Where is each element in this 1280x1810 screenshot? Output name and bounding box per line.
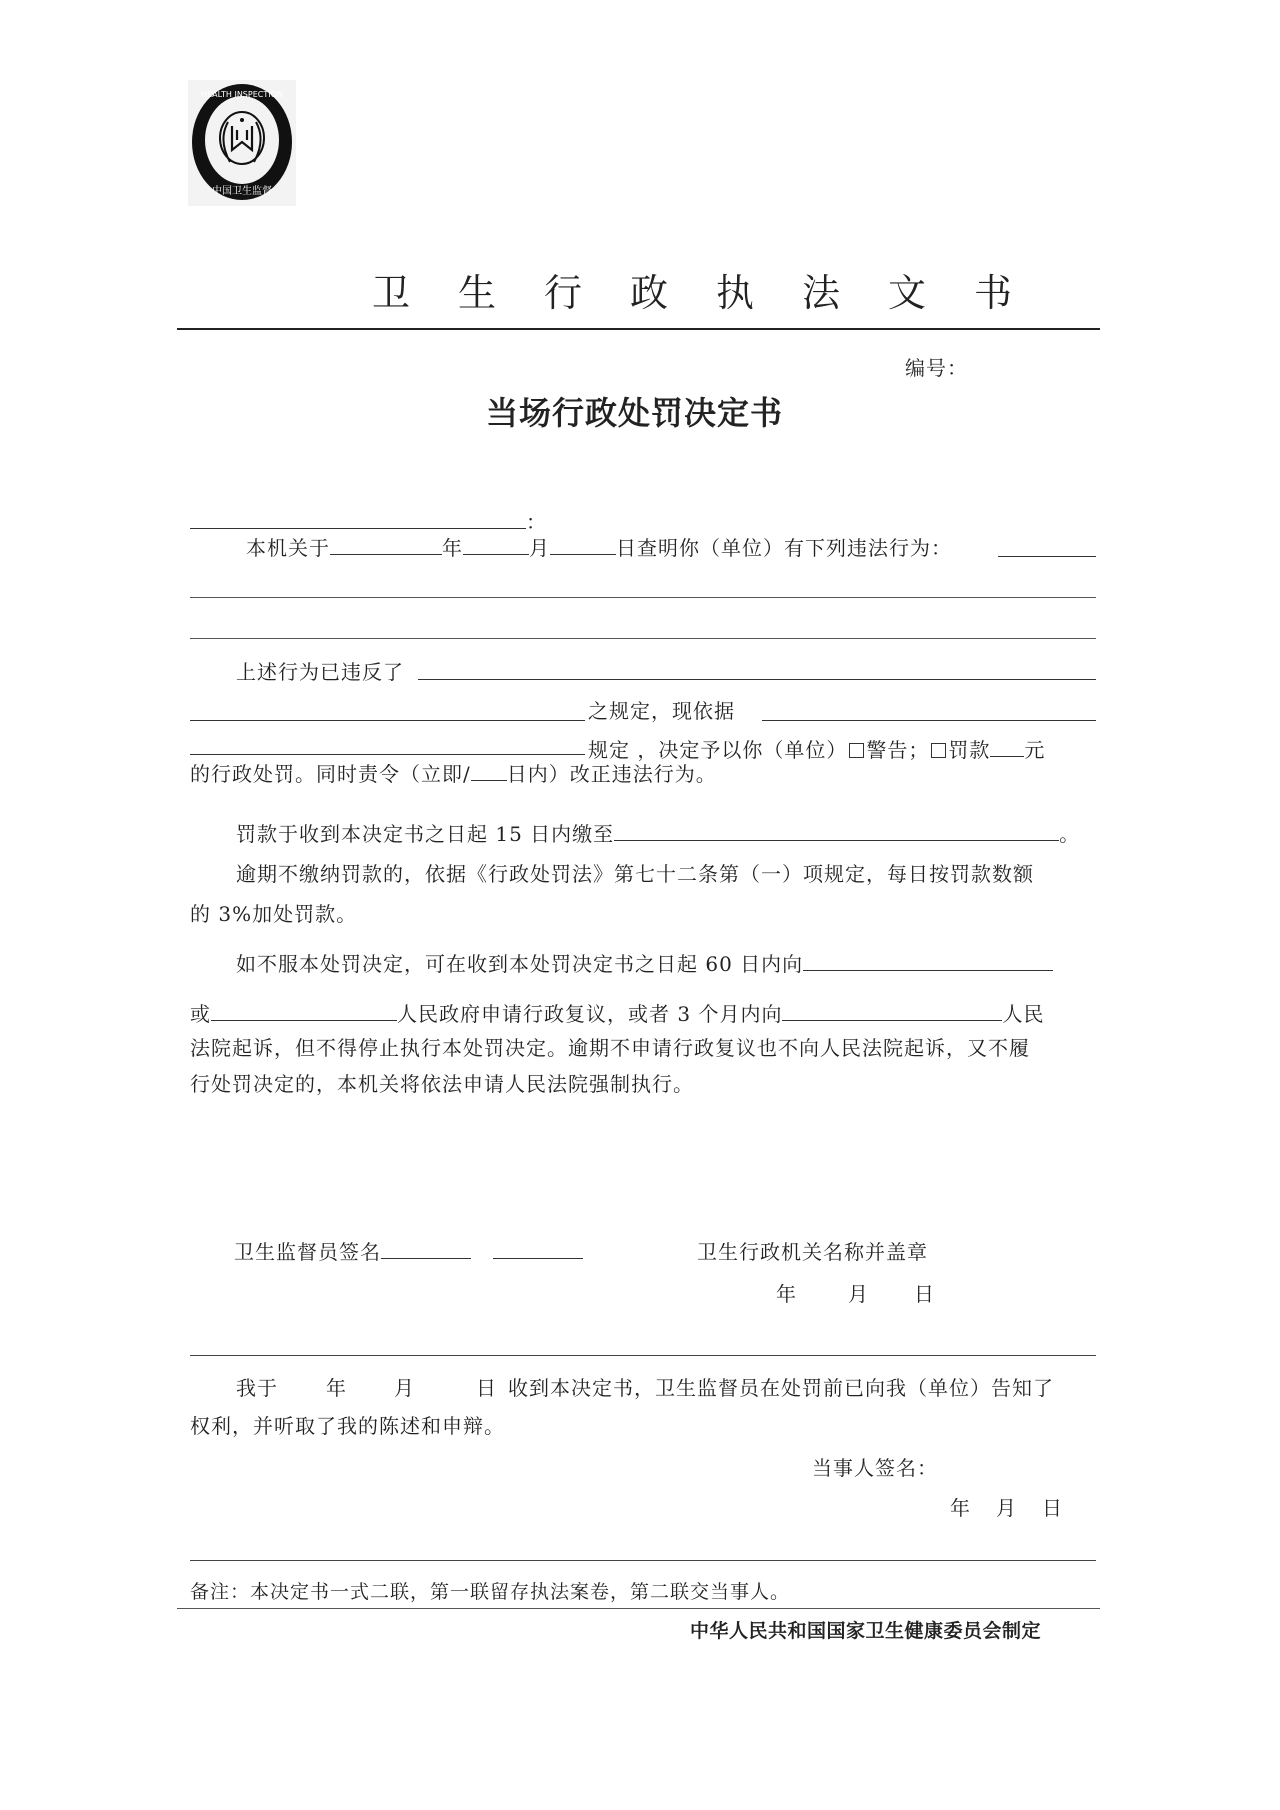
- emblem-ring-text: HEALTH INSPECTION: [201, 90, 283, 99]
- violation-field-line[interactable]: [190, 638, 1096, 639]
- text: 罚款于收到本决定书之日起 15 日内缴至: [236, 822, 615, 846]
- party-date-month: 月: [996, 1496, 1017, 1520]
- violation-date-line: [246, 536, 952, 560]
- text: 日查明你（单位）有下列违法行为：: [616, 536, 952, 560]
- remark-note: 备注：本决定书一式二联，第一联留存执法案卷，第二联交当事人。: [190, 1581, 791, 1603]
- title-char: 生: [457, 271, 496, 315]
- court-field[interactable]: [782, 1002, 1002, 1021]
- title-char: 文: [887, 271, 926, 315]
- title-char: 行: [543, 271, 582, 315]
- fine-amount-field[interactable]: [990, 738, 1024, 757]
- late-payment-text: 的 3%加处罚款。: [190, 902, 358, 926]
- day-field[interactable]: [550, 536, 616, 555]
- receipt-text: 收到本决定书，卫生监督员在处罚前已向我（单位）告知了: [508, 1376, 1054, 1400]
- title-char: 书: [973, 271, 1012, 315]
- agency-seal-label: 卫生行政机关名称并盖章: [697, 1240, 928, 1264]
- emblem-icon: [188, 80, 296, 206]
- basis-label: 之规定，现依据: [588, 699, 735, 723]
- government-field[interactable]: [211, 1002, 397, 1021]
- receipt-day: 日: [476, 1376, 497, 1400]
- receipt-text: 权利，并听取了我的陈述和申辩。: [190, 1414, 505, 1438]
- fine-label: 罚款: [948, 738, 991, 762]
- footer-divider: [177, 1608, 1100, 1609]
- inspector-signature: [234, 1240, 583, 1264]
- text: 本机关于: [246, 536, 330, 560]
- text: 日内）改正违法行为。: [506, 762, 717, 786]
- page-title: 当场行政处罚决定书: [486, 394, 784, 432]
- inspector-signature-field-1[interactable]: [381, 1240, 471, 1259]
- title-char: 卫: [371, 271, 410, 315]
- correction-order-line: [190, 762, 717, 786]
- text: 元: [1024, 738, 1046, 762]
- receipt-year: 年: [326, 1376, 347, 1400]
- late-payment-text: 逾期不缴纳罚款的，依据《行政处罚法》第七十二条第（一）项规定，每日按罚款数额: [236, 862, 1034, 886]
- emblem-logo: [188, 80, 296, 206]
- correction-days-field[interactable]: [471, 762, 507, 781]
- party-signature-label: 当事人签名：: [812, 1456, 938, 1480]
- agency-date-month: 月: [848, 1282, 869, 1306]
- party-date-year: 年: [950, 1496, 971, 1520]
- inspector-signature-label: 卫生监督员签名: [234, 1240, 381, 1264]
- text: 。: [1059, 822, 1081, 846]
- appeal-text: 法院起诉，但不得停止执行本处罚决定。逾期不申请行政复议也不向人民法院起诉，又不履: [190, 1036, 1030, 1060]
- legal-basis-field-cont[interactable]: [190, 754, 585, 755]
- recipient-field[interactable]: [190, 510, 526, 529]
- fine-payment-line: [236, 822, 1080, 846]
- document-series-title: [360, 262, 1048, 317]
- receipt-month: 月: [394, 1376, 415, 1400]
- section-divider: [190, 1355, 1096, 1356]
- violated-law-field-cont[interactable]: [190, 720, 585, 721]
- fine-checkbox[interactable]: [931, 743, 946, 758]
- text: 年: [442, 536, 463, 560]
- emblem-ring-text-cn: 中国卫生监督: [212, 186, 272, 197]
- text: 或: [190, 1002, 211, 1026]
- inspector-signature-field-2[interactable]: [493, 1240, 583, 1259]
- title-char: 法: [801, 271, 840, 315]
- appeal-line: [236, 952, 1053, 976]
- title-divider: [177, 328, 1100, 330]
- document-number-label: 编号：: [905, 356, 968, 380]
- text: 规定 ，决定予以你（单位）: [588, 738, 848, 762]
- text: 月: [529, 536, 550, 560]
- warning-label: 警告；: [866, 738, 930, 762]
- violated-law-field[interactable]: [418, 679, 1096, 680]
- month-field[interactable]: [463, 536, 529, 555]
- legal-basis-field[interactable]: [762, 720, 1096, 721]
- title-char: 政: [629, 271, 668, 315]
- appeal-line: [190, 1002, 1044, 1026]
- agency-date-day: 日: [914, 1282, 935, 1306]
- penalty-line: [588, 738, 1045, 762]
- title-char: 执: [715, 271, 754, 315]
- appeal-text: 行处罚决定的，本机关将依法申请人民法院强制执行。: [190, 1072, 694, 1096]
- review-agency-field[interactable]: [803, 952, 1053, 971]
- text: 如不服本处罚决定，可在收到本处罚决定书之日起 60 日内向: [236, 952, 804, 976]
- text: 的行政处罚。同时责令（立即/: [190, 762, 471, 786]
- recipient-line: [190, 510, 547, 534]
- receipt-w: 我于: [236, 1376, 278, 1400]
- agency-date-year: 年: [776, 1282, 797, 1306]
- warning-checkbox[interactable]: [849, 743, 864, 758]
- party-date-day: 日: [1042, 1496, 1063, 1520]
- violation-field-start[interactable]: [998, 556, 1096, 557]
- violation-field-line[interactable]: [190, 597, 1096, 598]
- text: 人民政府申请行政复议，或者 3 个月内向: [397, 1002, 783, 1026]
- violated-law-label: 上述行为已违反了: [236, 660, 404, 684]
- year-field[interactable]: [330, 536, 442, 555]
- text: 人民: [1002, 1002, 1045, 1026]
- recipient-colon: ：: [526, 510, 547, 534]
- section-divider: [190, 1560, 1096, 1561]
- payment-destination-field[interactable]: [614, 822, 1059, 841]
- issuer: 中华人民共和国国家卫生健康委员会制定: [690, 1620, 1042, 1642]
